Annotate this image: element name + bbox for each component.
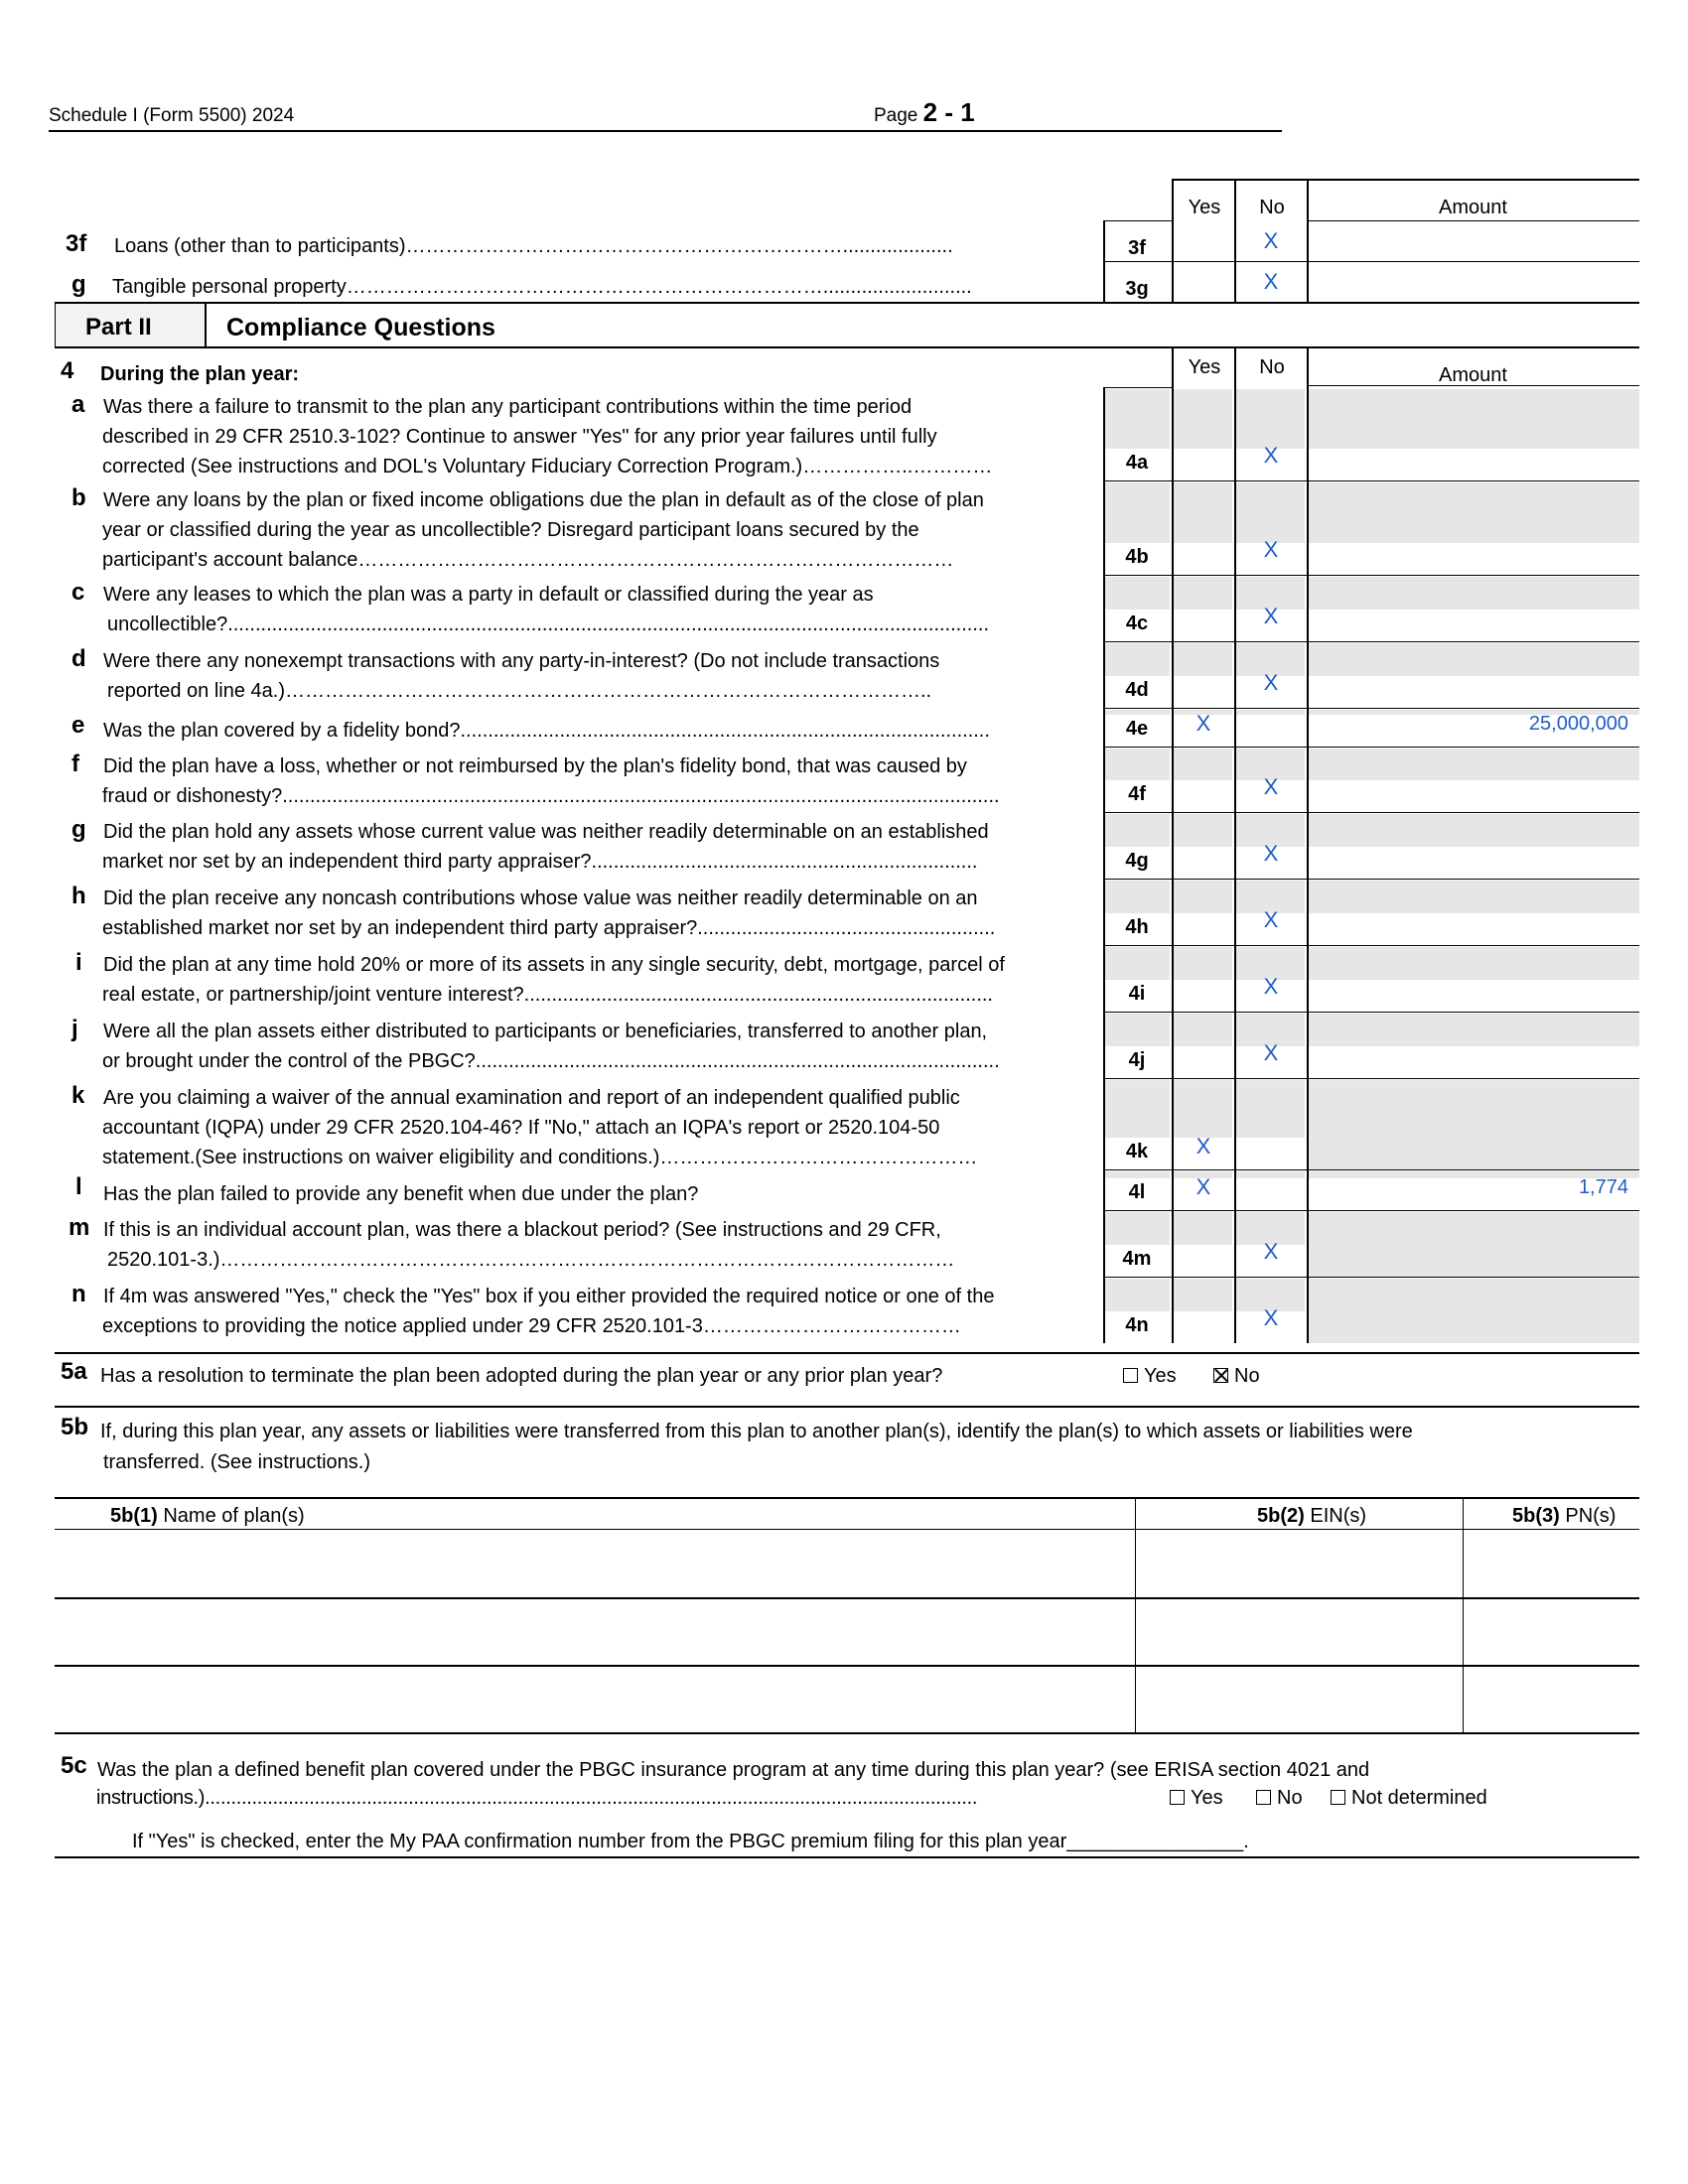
q5c-no-option[interactable] xyxy=(1256,1786,1303,1810)
q5c-line2: instructions.).................................................................................................................................................... xyxy=(96,1787,978,1809)
q4-row-code: 4f xyxy=(1128,783,1146,805)
q4-row-yes-box[interactable]: X xyxy=(1196,711,1211,736)
q4-amount-shade xyxy=(1309,643,1639,676)
q4-row-text-line: Are you claiming a waiver of the annual examination and report of an independent qualified public xyxy=(103,1087,960,1109)
top-col-yes: Yes xyxy=(1188,197,1221,218)
q5b-row1-name[interactable] xyxy=(57,1531,1133,1596)
q4-row-code: 4b xyxy=(1125,546,1149,568)
q4-row-no-box[interactable]: X xyxy=(1263,1239,1279,1264)
q4-amount-shade xyxy=(1309,814,1639,847)
top-table-topline xyxy=(1172,179,1639,181)
q4-row-text-line: or brought under the control of the PBGC?............................................................................................... xyxy=(102,1050,1000,1072)
q5c-bottomline xyxy=(55,1856,1639,1858)
q4-row-no-box[interactable]: X xyxy=(1263,907,1279,932)
q4-row-no-box[interactable]: X xyxy=(1263,604,1279,628)
q4-row-separator xyxy=(1103,480,1639,481)
q4-row-text-line: Did the plan hold any assets whose current value was neither readily determinable on an established xyxy=(103,821,989,843)
q4-header-underline xyxy=(1307,385,1639,386)
q4-amount-shade xyxy=(1309,577,1639,610)
q4-row-code: 4a xyxy=(1125,452,1149,474)
q4-row-shade xyxy=(1174,814,1232,847)
q4-row-shade xyxy=(1105,1171,1170,1178)
q4-row-shade xyxy=(1105,710,1170,715)
q5c-line1: Was the plan a defined benefit plan covered under the PBGC insurance program at any time during this plan year? (see ERISA section 4021 and xyxy=(97,1759,1370,1781)
top-col-amount: Amount xyxy=(1439,197,1507,218)
q5a-number: 5a xyxy=(61,1358,87,1385)
q4-row-separator xyxy=(1103,1078,1639,1079)
q5c-nd-option[interactable] xyxy=(1331,1786,1487,1810)
q4-row-yes-box[interactable]: X xyxy=(1196,1174,1211,1199)
q5a-text: Has a resolution to terminate the plan been adopted during the plan year or any prior plan year? xyxy=(100,1365,943,1387)
q4-col-amount: Amount xyxy=(1439,364,1507,386)
q4-amount-shade xyxy=(1309,389,1639,449)
q4-row-shade xyxy=(1105,947,1170,980)
q4-row-text-line: established market nor set by an independent third party appraiser?...................................................... xyxy=(102,917,996,939)
q4-row-shade xyxy=(1174,1212,1232,1245)
q4-row-text-line: real estate, or partnership/joint venture interest?..................................................................................... xyxy=(102,984,993,1006)
part2-topline xyxy=(55,302,1639,304)
q4-row-letter: h xyxy=(71,883,86,909)
q4-row-shade xyxy=(1105,749,1170,780)
q4-row-text-line: Was the plan covered by a fidelity bond?................................................................................................ xyxy=(103,720,990,742)
q4-amount-shade xyxy=(1309,1279,1639,1343)
q5b-line2: transferred. (See instructions.) xyxy=(103,1451,370,1473)
q4-row-separator xyxy=(1103,708,1639,709)
q4-row-text-line: Was there a failure to transmit to the plan any participant contributions within the time period xyxy=(103,396,913,418)
q5b-row3-pn[interactable] xyxy=(1465,1667,1639,1732)
q5a-yes-label: Yes xyxy=(1144,1365,1177,1387)
q4-row-text-line: reported on line 4a.)…………………………………………………………………………………….. xyxy=(107,680,932,702)
q5b-row2-pn[interactable] xyxy=(1465,1599,1639,1665)
q5b-col3-header xyxy=(1512,1504,1616,1528)
q4-row-code: 4c xyxy=(1125,613,1149,634)
q4-row-letter: b xyxy=(71,484,86,511)
q4-row-no-box[interactable]: X xyxy=(1263,1040,1279,1065)
q4-row-amount[interactable]: 1,774 xyxy=(1578,1176,1628,1198)
page-label xyxy=(874,97,975,128)
form-title: Schedule I (Form 5500) 2024 xyxy=(49,105,295,126)
q4-row-separator xyxy=(1103,1210,1639,1211)
q4-amount-shade xyxy=(1309,1212,1639,1277)
q4-row-letter: l xyxy=(75,1173,82,1200)
q4-row-text-line: If 4m was answered "Yes," check the "Yes" box if you either provided the required notice or one of the xyxy=(103,1286,995,1307)
q4-row-text-line: corrected (See instructions and DOL's Voluntary Fiduciary Correction Program.)……………..………… xyxy=(102,456,993,478)
q5b-table-bottomline xyxy=(55,1732,1639,1734)
q4-code-topline xyxy=(1103,387,1172,388)
q4-row-code: 4m xyxy=(1122,1248,1152,1270)
q5b-col2-header xyxy=(1257,1504,1366,1528)
q4-row-shade xyxy=(1174,1279,1232,1311)
top-row-number: 3f xyxy=(66,230,87,257)
q4-row-shade xyxy=(1174,643,1232,676)
q4-row-separator xyxy=(1103,747,1639,748)
q4-row-shade xyxy=(1174,881,1232,913)
q4-row-shade xyxy=(1174,389,1232,449)
q4-row-code: 4i xyxy=(1128,983,1146,1005)
top-code-topline xyxy=(1103,220,1172,221)
q4-col-yes: Yes xyxy=(1188,356,1221,378)
page-number: 2 - 1 xyxy=(922,97,975,127)
q5a-no-option[interactable] xyxy=(1213,1364,1260,1388)
q5b-row2-ein[interactable] xyxy=(1137,1599,1461,1665)
page-word: Page xyxy=(874,105,918,126)
q4-row-shade xyxy=(1174,482,1232,543)
q4-row-text-line: Did the plan have a loss, whether or not reimbursed by the plan's fidelity bond, that was caused by xyxy=(103,755,967,777)
q4-row-text-line: Has the plan failed to provide any benefit when due under the plan? xyxy=(103,1183,699,1205)
q4-row-letter: e xyxy=(71,712,85,739)
q5b-row1-ein[interactable] xyxy=(1137,1531,1461,1596)
part2-label-divider xyxy=(205,302,207,347)
q5a-no-label: No xyxy=(1234,1365,1260,1387)
q4-row-text-line: Were any leases to which the plan was a party in default or classified during the year as xyxy=(103,584,874,606)
q5c-nd-checkbox[interactable] xyxy=(1331,1790,1345,1805)
q5b-col3-code: 5b(3) xyxy=(1512,1505,1560,1527)
q5b-col1-code: 5b(1) xyxy=(110,1505,158,1527)
q4-amount-shade xyxy=(1309,749,1639,780)
q4-amount-shade xyxy=(1309,482,1639,543)
q4-row-letter: j xyxy=(71,1016,78,1042)
q4-row-shade xyxy=(1174,749,1232,780)
q4-row-letter: d xyxy=(71,645,86,672)
q5b-header-underline xyxy=(55,1529,1639,1530)
q4-row-shade xyxy=(1236,482,1305,543)
q4-row-no-box[interactable]: X xyxy=(1263,537,1279,562)
q5a-no-checkbox[interactable] xyxy=(1213,1368,1228,1383)
q4-row-letter: k xyxy=(71,1082,85,1109)
q4-row-yes-box[interactable]: X xyxy=(1196,1134,1211,1159)
q4-number: 4 xyxy=(61,357,74,384)
q4-row-separator xyxy=(1103,812,1639,813)
q4-row-text-line: described in 29 CFR 2510.3-102? Continue to answer "Yes" for any prior year failures until fully xyxy=(102,426,937,448)
q4-row-text-line: Did the plan at any time hold 20% or more of its assets in any single security, debt, mortgage, parcel of xyxy=(103,954,1005,976)
q4-row-separator xyxy=(1103,879,1639,880)
q4-row-text-line: Did the plan receive any noncash contributions whose value was neither readily determinable on an xyxy=(103,887,978,909)
q4-row-shade xyxy=(1174,1080,1232,1138)
top-col-divider-1 xyxy=(1172,179,1174,303)
q4-row-shade xyxy=(1174,1014,1232,1046)
q5b-col2-code: 5b(2) xyxy=(1257,1505,1305,1527)
q4-row-letter: g xyxy=(71,816,86,843)
q4-amount-shade xyxy=(1309,1080,1639,1169)
q4-row-no-box[interactable]: X xyxy=(1263,1305,1279,1330)
q4-row-shade xyxy=(1105,577,1170,610)
q4-row-code: 4j xyxy=(1128,1049,1146,1071)
q5b-col1-header xyxy=(110,1504,305,1528)
q4-row-shade xyxy=(1105,1212,1170,1245)
q4-row-code: 4g xyxy=(1125,850,1149,872)
q4-row-no-box[interactable]: X xyxy=(1263,974,1279,999)
q4-row-shade xyxy=(1236,710,1305,715)
top-row-no-box[interactable]: X xyxy=(1263,228,1279,253)
q4-row-text-line: Were any loans by the plan or fixed income obligations due the plan in default as of the close of plan xyxy=(103,489,984,511)
q5a-yes-checkbox[interactable] xyxy=(1123,1368,1138,1383)
q4-row-code: 4e xyxy=(1125,718,1149,740)
q4-row-separator xyxy=(1103,575,1639,576)
q5c-nd-label: Not determined xyxy=(1351,1787,1487,1809)
top-row-text: Loans (other than to participants)………………………………………………………….................... xyxy=(114,235,953,257)
part2-bottomline xyxy=(55,346,1639,348)
q4-row-shade xyxy=(1105,881,1170,913)
q4-row-shade xyxy=(1105,482,1170,543)
q4-row-letter: n xyxy=(71,1281,86,1307)
q4-row-code: 4l xyxy=(1128,1181,1146,1203)
part2-label: Part II xyxy=(85,314,152,341)
q4-row-code: 4n xyxy=(1125,1314,1149,1336)
q5b-table-topline xyxy=(55,1497,1639,1499)
q4-row-text-line: participant's account balance……………………………………………………………………………… xyxy=(102,549,954,571)
q4-intro: During the plan year: xyxy=(100,363,300,385)
q4-row-no-box[interactable]: X xyxy=(1263,841,1279,866)
q4-row-shade xyxy=(1105,814,1170,847)
q4-row-letter: i xyxy=(75,949,82,976)
q4-row-text-line: If this is an individual account plan, was there a blackout period? (See instructions and 29 CFR, xyxy=(103,1219,941,1241)
q4-row-text-line: statement.(See instructions on waiver eligibility and conditions.)………………………………………… xyxy=(102,1147,978,1168)
q4-row-no-box[interactable]: X xyxy=(1263,670,1279,695)
q5c-yes-checkbox[interactable] xyxy=(1170,1790,1185,1805)
q5b-col1-label: Name of plan(s) xyxy=(163,1505,305,1527)
q4-row-text-line: uncollectible?.......................................................................................................................................... xyxy=(107,614,990,635)
top-col-no: No xyxy=(1259,197,1285,218)
top-row-no-box[interactable]: X xyxy=(1263,269,1279,294)
q4-row-text-line: year or classified during the year as uncollectible? Disregard participant loans secured by the xyxy=(102,519,919,541)
q4-row-separator xyxy=(1103,1012,1639,1013)
q5c-yes-label: Yes xyxy=(1191,1787,1223,1809)
q5c-number: 5c xyxy=(61,1752,87,1779)
q5b-col3-label: PN(s) xyxy=(1565,1505,1617,1527)
q5b-row3-name[interactable] xyxy=(57,1667,1133,1732)
q4-row-separator xyxy=(1103,641,1639,642)
q4-row-letter: a xyxy=(71,391,85,418)
q4-row-separator xyxy=(1103,1277,1639,1278)
q5b-row3-ein[interactable] xyxy=(1137,1667,1461,1732)
q4-row-separator xyxy=(1103,945,1639,946)
q4-row-text-line: exceptions to providing the notice applied under 29 CFR 2520.101-3………………………………… xyxy=(102,1315,961,1337)
q4-row-shade xyxy=(1105,1279,1170,1311)
part2-title: Compliance Questions xyxy=(226,314,495,341)
q4-row-separator xyxy=(1103,1169,1639,1170)
q4-row-code: 4h xyxy=(1125,916,1149,938)
top-row-code: 3f xyxy=(1128,237,1146,259)
q5a-bottomline xyxy=(55,1406,1639,1408)
q4-row-text-line: market nor set by an independent third party appraiser?...................................................................... xyxy=(102,851,978,873)
top-row-separator xyxy=(1103,261,1639,262)
q5b-col2-label: EIN(s) xyxy=(1310,1505,1367,1527)
q4-row-shade xyxy=(1174,577,1232,610)
header-rule xyxy=(49,130,1282,132)
q4-amount-shade xyxy=(1309,947,1639,980)
q4-row-shade xyxy=(1105,1014,1170,1046)
top-header-underline xyxy=(1307,220,1639,221)
q5b-row2-name[interactable] xyxy=(57,1599,1133,1665)
q5c-no-label: No xyxy=(1277,1787,1303,1809)
q4-row-amount[interactable]: 25,000,000 xyxy=(1528,713,1628,735)
top-row-code: 3g xyxy=(1125,278,1149,300)
q5c-paa-text: If "Yes" is checked, enter the My PAA confirmation number from the PBGC premium filing for this plan year________________. xyxy=(132,1831,1249,1852)
q5b-line1: If, during this plan year, any assets or liabilities were transferred from this plan to another plan(s), identify the plan(s) to which assets or liabilities were xyxy=(100,1421,1413,1442)
q5a-topline xyxy=(55,1352,1639,1354)
q5c-yes-option[interactable] xyxy=(1170,1786,1223,1810)
q4-col-no: No xyxy=(1259,356,1285,378)
top-row-text: Tangible personal property………………………………………………………………........................... xyxy=(112,276,972,298)
top-row-number: g xyxy=(71,271,86,298)
q4-row-code: 4d xyxy=(1125,679,1149,701)
q4-row-text-line: accountant (IQPA) under 29 CFR 2520.104-46? If "No," attach an IQPA's report or 2520.104-50 xyxy=(102,1117,940,1139)
q4-row-no-box[interactable]: X xyxy=(1263,443,1279,468)
q4-row-letter: m xyxy=(69,1214,90,1241)
q4-row-letter: c xyxy=(71,579,85,606)
q4-row-no-box[interactable]: X xyxy=(1263,774,1279,799)
q4-row-text-line: Were there any nonexempt transactions with any party-in-interest? (Do not include transactions xyxy=(103,650,940,672)
q4-row-text-line: Were all the plan assets either distributed to participants or beneficiaries, transferred to another plan, xyxy=(103,1021,988,1042)
q5b-col-divider-1 xyxy=(1135,1497,1136,1733)
q4-row-shade xyxy=(1236,1171,1305,1178)
top-col-divider-2 xyxy=(1234,179,1236,303)
q4-row-code: 4k xyxy=(1125,1141,1149,1162)
q4-row-shade xyxy=(1236,389,1305,449)
q4-row-letter: f xyxy=(71,751,79,777)
q4-row-shade xyxy=(1236,1080,1305,1138)
q4-row-shade xyxy=(1105,1080,1170,1138)
q5c-no-checkbox[interactable] xyxy=(1256,1790,1271,1805)
q4-row-shade xyxy=(1174,947,1232,980)
q5a-yes-option[interactable] xyxy=(1123,1364,1177,1388)
q4-row-shade xyxy=(1105,389,1170,449)
q4-row-text-line: fraud or dishonesty?.................................................................................................................................. xyxy=(102,785,1000,807)
q4-amount-shade xyxy=(1309,881,1639,913)
q4-amount-shade xyxy=(1309,1014,1639,1046)
q4-row-shade xyxy=(1105,643,1170,676)
q5b-col-divider-2 xyxy=(1463,1497,1464,1733)
q4-row-text-line: 2520.101-3.)………………………………………………………………………………………………… xyxy=(107,1249,955,1271)
q5b-number: 5b xyxy=(61,1414,89,1440)
q5b-row1-pn[interactable] xyxy=(1465,1531,1639,1596)
